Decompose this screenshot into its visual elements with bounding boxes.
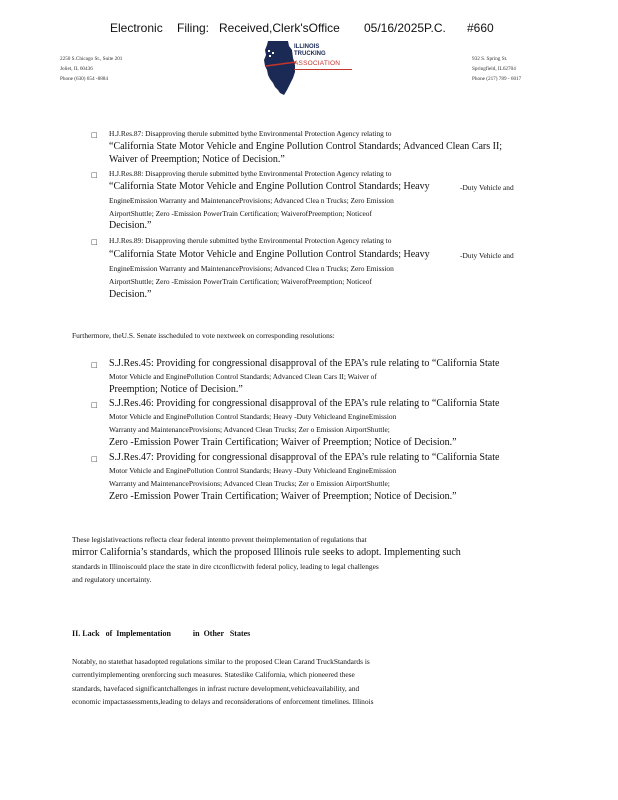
header-date: 05/16/2025P.C. — [364, 21, 446, 35]
address-right — [472, 54, 521, 84]
filing-header — [0, 21, 618, 37]
sjres-46-line3: Warranty and MaintenanceProvisions; Advanced Clean Trucks; Zer o Emission AirportShuttle; — [109, 425, 390, 434]
sjres-46-line2: Motor Vehicle and EnginePollution Control Standards; Heavy -Duty Vehicleand EngineEmission — [109, 412, 397, 421]
closing-paragraph-line3: standards, havefaced significantchallenges in infrast ructure development,vehicleavailability, and — [72, 684, 360, 693]
senate-intro: Furthermore, theU.S. Senate isscheduled to vote nextweek on corresponding resolutions: — [72, 331, 335, 340]
sjres-47-line3: Warranty and MaintenanceProvisions; Advanced Clean Trucks; Zer o Emission AirportShuttle; — [109, 479, 390, 488]
sjres-46-line4: Zero -Emission Power Train Certification; Waiver of Preemption; Notice of Decision.” — [109, 437, 457, 448]
section-heading: II. Lack of Implementation in Other States — [72, 629, 251, 638]
hjres-89-line2b: -Duty Vehicle and — [460, 251, 514, 260]
hjres-89-line5: Decision.” — [109, 289, 152, 300]
hjres-88-lead: H.J.Res.88: Disapproving therule submitted bythe Environmental Protection Agency relating to — [109, 169, 392, 178]
address-left-line2: Joliet, IL 60436 — [60, 66, 93, 72]
closing-paragraph-line4: economic impactassessments,leading to delays and reconsiderations of enforcement timelines. Illinois — [72, 697, 374, 706]
hjres-88-line3: EngineEmission Warranty and MaintenanceProvisions; Advanced Clea n Trucks; Zero Emission — [109, 196, 394, 205]
closing-paragraph-line2: currentlyimplementing orenforcing such measures. Stateslike California, which pioneered these — [72, 670, 355, 679]
sjres-45-line3: Preemption; Notice of Decision.” — [109, 384, 243, 395]
legislative-paragraph-line4: and regulatory uncertainty. — [72, 575, 152, 584]
hjres-88-line2b: -Duty Vehicle and — [460, 183, 514, 192]
address-right-line1: 932 S. Spring St. — [472, 56, 508, 62]
bullet-icon: □ — [91, 131, 98, 139]
address-left — [60, 54, 122, 84]
logo-line1: ILLINOIS — [294, 44, 320, 50]
header-number: #660 — [467, 21, 494, 35]
illinois-trucking-association-logo — [262, 40, 362, 96]
hjres-87-line2: “California State Motor Vehicle and Engine Pollution Control Standards; Advanced Clean Cars II; — [109, 141, 503, 152]
address-right-line3: Phone (217) 789 - 6017 — [472, 76, 522, 82]
sjres-47-line2: Motor Vehicle and EnginePollution Control Standards; Heavy -Duty Vehicleand EngineEmission — [109, 466, 397, 475]
bullet-icon: □ — [91, 171, 98, 179]
hjres-89-line4: AirportShuttle; Zero -Emission PowerTrain Certification; WaiverofPreemption; Noticeof — [109, 277, 372, 286]
logo-line3: ASSOCIATION — [294, 60, 341, 67]
address-left-line3: Phone (630) 654 -8884 — [60, 76, 108, 82]
closing-paragraph-line1: Notably, no statethat hasadopted regulations similar to the proposed Clean Carand TruckStandards is — [72, 657, 370, 666]
logo-line2: TRUCKING — [294, 51, 326, 57]
hjres-89-line2: “California State Motor Vehicle and Engine Pollution Control Standards; Heavy — [109, 249, 430, 260]
bullet-icon: □ — [91, 238, 98, 246]
sjres-47-line4: Zero -Emission Power Train Certification; Waiver of Preemption; Notice of Decision.” — [109, 491, 457, 502]
bullet-icon: □ — [91, 361, 98, 369]
address-left-line1: 2250 S.Chicago St., Suite 201 — [60, 56, 123, 62]
hjres-87-line3: Waiver of Preemption; Notice of Decision.” — [109, 154, 285, 165]
legislative-paragraph-line3: standards in Illinoiscould place the state in dire ctconflictwith federal policy, leading to legal challenges — [72, 562, 379, 571]
address-right-line2: Springfield, IL62704 — [472, 66, 516, 72]
sjres-46-line1: S.J.Res.46: Providing for congressional disapproval of the EPA’s rule relating to “California State — [109, 398, 500, 409]
logo-divider — [294, 69, 352, 70]
legislative-paragraph-line2: mirror California’s standards, which the proposed Illinois rule seeks to adopt. Implementing such — [72, 547, 461, 558]
header-received: Received,Clerk'sOffice — [219, 21, 340, 35]
hjres-88-line5: Decision.” — [109, 220, 152, 231]
hjres-89-line3: EngineEmission Warranty and MaintenanceProvisions; Advanced Clea n Trucks; Zero Emission — [109, 264, 394, 273]
bullet-icon: □ — [91, 401, 98, 409]
hjres-88-line4: AirportShuttle; Zero -Emission PowerTrain Certification; WaiverofPreemption; Noticeof — [109, 209, 372, 218]
sjres-45-line1: S.J.Res.45: Providing for congressional disapproval of the EPA’s rule relating to “California State — [109, 358, 500, 369]
sjres-47-line1: S.J.Res.47: Providing for congressional disapproval of the EPA’s rule relating to “California State — [109, 452, 500, 463]
legislative-paragraph-line1: These legislativeactions reflecta clear federal intentto prevent theimplementation of regulations that — [72, 535, 367, 544]
hjres-89-lead: H.J.Res.89: Disapproving therule submitted bythe Environmental Protection Agency relating to — [109, 236, 392, 245]
header-electronic: Electronic — [110, 21, 163, 35]
bullet-icon: □ — [91, 455, 98, 463]
hjres-87-lead: H.J.Res.87: Disapproving therule submitted bythe Environmental Protection Agency relating to — [109, 129, 392, 138]
sjres-45-line2: Motor Vehicle and EnginePollution Control Standards; Advanced Clean Cars II; Waiver of — [109, 372, 377, 381]
header-filing: Filing: — [177, 21, 210, 35]
hjres-88-line2: “California State Motor Vehicle and Engine Pollution Control Standards; Heavy — [109, 181, 430, 192]
